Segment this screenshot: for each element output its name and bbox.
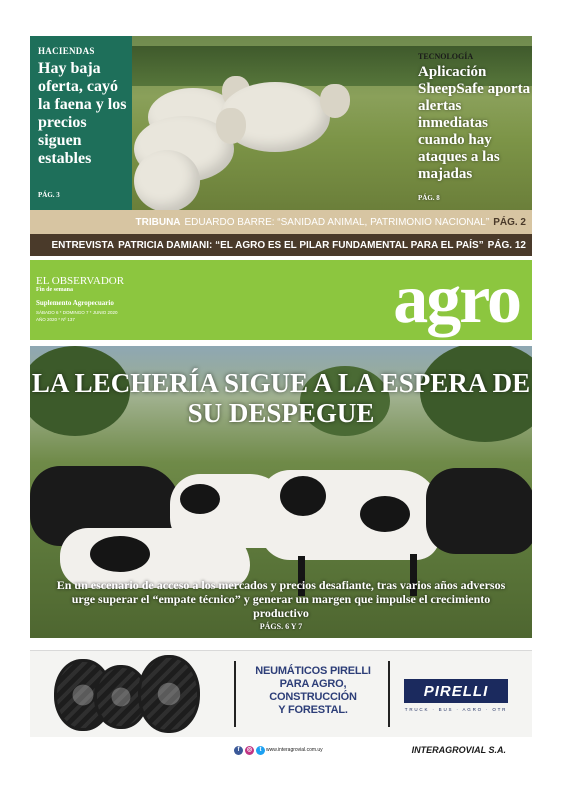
masthead-tagline: Fin de semana <box>36 287 74 293</box>
el-observador-brand: EL OBSERVADOR <box>36 275 125 287</box>
cow-spot <box>90 536 150 572</box>
ad-copy <box>240 665 386 717</box>
twitter-icon[interactable]: t <box>256 746 265 755</box>
sheep <box>134 150 200 210</box>
facebook-icon[interactable]: f <box>234 746 243 755</box>
supplement-label: Suplemento Agropecuario <box>36 299 114 307</box>
sheep-head <box>320 84 350 118</box>
edition-issue: AÑO 2020 * Nº 137 <box>36 317 75 322</box>
cow <box>426 468 532 554</box>
ad-line: PARA AGRO, <box>279 678 347 690</box>
main-story[interactable] <box>30 346 532 638</box>
entrevista-page: PÁG. 12 <box>487 239 526 251</box>
ad-divider <box>388 661 390 727</box>
entrevista-label: ENTREVISTA <box>51 239 115 251</box>
edition-date: SÁBADO 6 * DOMINGO 7 * JUNIO 2020 <box>36 310 118 315</box>
newspaper-cover <box>30 36 532 762</box>
pirelli-wordmark: PIRELLI <box>423 682 489 700</box>
ad-divider <box>234 661 236 727</box>
entrevista-text: PATRICIA DAMIANI: “EL AGRO ES EL PILAR FUNDAMENTAL PARA EL PAÍS” <box>118 239 484 251</box>
pirelli-tagline: TRUCK · BUS · AGRO · OTR <box>404 707 508 712</box>
entrevista-bar[interactable] <box>30 234 532 256</box>
pirelli-ad[interactable] <box>30 650 532 737</box>
pirelli-logo <box>404 679 508 703</box>
ad-line: NEUMÁTICOS PIRELLI <box>255 665 371 677</box>
social-icons <box>234 746 265 755</box>
tecnologia-headline[interactable]: Aplicación SheepSafe aporta alertas inmediatas cuando hay ataques a las majadas <box>418 64 531 182</box>
cow-spot <box>280 476 326 516</box>
interagrovial-brand: INTERAGROVIAL S.A. <box>411 745 506 755</box>
tribuna-label: TRIBUNA <box>135 216 181 228</box>
haciendas-page: PÁG. 3 <box>38 191 60 199</box>
haciendas-kicker: HACIENDAS <box>38 46 95 56</box>
main-dek: En un escenario de acceso a los mercados y precios desafiante, tras varios años adversos urge superar el “empate técnico” y generar un margen que impulse el crecimiento productivo <box>56 578 506 620</box>
ad-footer <box>30 742 532 760</box>
sheep-head <box>216 108 246 144</box>
haciendas-headline[interactable]: Hay baja oferta, cayó la faena y los precios siguen estables <box>38 60 127 167</box>
cow-spot <box>180 484 220 514</box>
instagram-icon[interactable]: ◎ <box>246 747 253 753</box>
agro-logo: agro <box>393 261 520 338</box>
tribuna-bar[interactable] <box>30 210 532 234</box>
cow-spot <box>360 496 410 532</box>
tribuna-page: PÁG. 2 <box>493 216 526 228</box>
main-headline: LA LECHERÍA SIGUE A LA ESPERA DE SU DESPEGUE <box>31 368 531 428</box>
masthead <box>30 260 532 340</box>
haciendas-panel <box>30 36 132 210</box>
ad-line: CONSTRUCCIÓN <box>269 691 357 703</box>
top-stories <box>30 36 532 210</box>
tribuna-text: EDUARDO BARRE: “SANIDAD ANIMAL, PATRIMONIO NACIONAL” <box>184 216 490 228</box>
tecnologia-page: PÁG. 8 <box>418 194 440 202</box>
main-pages: PÁGS. 6 Y 7 <box>259 622 303 631</box>
ad-line: Y FORESTAL. <box>278 704 348 716</box>
tire-icon <box>138 655 200 733</box>
website-link[interactable]: www.interagrovial.com.uy <box>266 747 323 753</box>
tecnologia-kicker: TECNOLOGÍA <box>418 52 474 61</box>
